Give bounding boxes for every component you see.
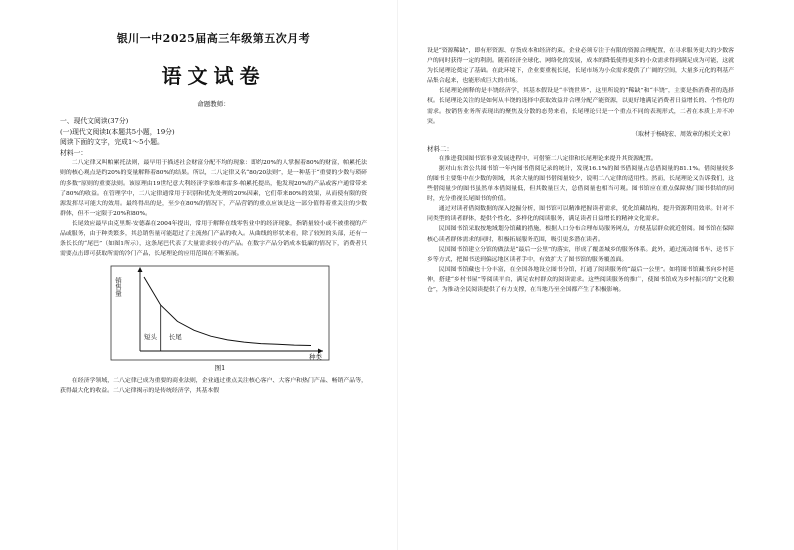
paragraph: 在推进我国图书馆事业发展进程中，可借鉴二八定律和长尾理论来提升其资源配置。: [438, 155, 657, 162]
long-tail-chart: [110, 265, 330, 361]
exam-title: 语文试卷: [161, 64, 266, 88]
setter-line: 命题教师：: [197, 100, 230, 108]
paragraph: 长尾理论阐释的是丰饶经济学，其基本假设是“丰饶世界”，这里所说的“稀缺”和“丰饶”，主要是指消费者的选择权。长尾理论关注的是如何从丰饶的选择中获取效益并合理分配产能资源，以更好地满足消费者日益增长的、个性化的需求。按销售业务所表现出的聚焦及分散的态势来看，长尾理论只是一个重点不同的表现形式，二者在本质上并不冲突。: [427, 88, 734, 125]
chart-svg: [110, 265, 330, 361]
paragraph: 通过对读者借阅数据的深入挖掘分析，图书馆可以精准把握读者需求，优化馆藏结构，提升资源利用效率。针对不同类型的读者群体，提供个性化、多样化的阅读服务，满足读者日益增长的精神文化需求。: [427, 206, 734, 223]
y-axis-label: 销售量: [114, 277, 122, 297]
chart-caption: 图1: [214, 364, 226, 373]
paragraph: 长尾效应最早由克里斯·安德森在2004年提出，常用于解释在线零售业中的经济现象，指销量较小或不被重视的产品或服务，由于种类繁多，其总销售量可能超过了主流热门产品的收入。从曲线的形状来看，除了较短的头部，还有一条长长的“尾巴”（如图1所示），这条尾巴代表了大量需求较小的产品。在数字产品分销成本低廉的情况下，消费者只需要点击即可获取所需的冷门产品，长尾理论的应用范围在不断拓展。: [60, 220, 367, 258]
material2-label: 材料二：: [427, 144, 453, 153]
instruction: 阅读下面的文字，完成1～5小题。: [60, 138, 164, 147]
paragraph: 在经济学领域，二八定律已成为重要的商业法则，企业通过重点关注核心客户、大客户和热门产品、畅销产品等，获得最大化的收益。二八定律揭示的是传统经济学，其基本假: [60, 378, 367, 395]
material1-continuation: [427, 46, 734, 127]
region-label-head: 短头: [144, 333, 157, 342]
paragraph: 据对山东省公共图书馆一年内图书借阅记录的统计，发现16.1%的图书借阅量占总借阅量的81.1%。借阅量较多的图书主要集中在少数的领域，其余大量的图书借阅量较少，说明二八定律的适用性。然而，长尾理论又告诉我们，这些借阅量少的图书虽然单本借阅量低，但其数量巨大，总借阅量也相当可观。图书馆应在重点保障热门图书供给的同时，充分重视长尾图书的价值。: [427, 165, 734, 203]
paragraph: 民国图书馆藏也十分丰富，在全国各地设立图书分馆，打通了阅读服务的“最后一公里”。如将图书馆藏书向乡村延伸，搭建“乡村书屋”等阅读平台，满足农村群众的阅读需求。这些阅读服务的推广，使图书馆成为乡村振兴的“文化粮仓”，为推动全民阅读提供了有力支撑，在当地乃至全国都产生了积极影响。: [427, 266, 734, 293]
material1-body: [60, 158, 367, 259]
region-label-tail: 长尾: [168, 333, 182, 342]
paragraph: 民国图书馆建立分馆的做法是“最后一公里”的落实，形成了覆盖城乡的服务体系。此外，通过流动图书车、送书下乡等方式，把图书送到偏远地区读者手中，有效扩大了图书馆的服务覆盖面。: [427, 246, 734, 263]
right-page: [397, 0, 794, 550]
material1-body-cont: [60, 376, 367, 396]
paragraph: 设是“资源稀缺”，即有形资源、存货成本和经济约束。企业必须专注于有限的资源合理配置，在寻求服务更大的少数客户的同时获得一定的利润。随着经济全球化、网络化的发展，成本的降低使得更多的小众需求得到满足成为可能，这就为长尾理论奠定了基础。在此环境下，企业要重视长尾，长尾市场为小众需求提供了广阔的空间，大量多元化的利基产品集合起来，也能形成巨大的市场。: [427, 48, 734, 85]
chart-frame: [111, 266, 329, 360]
y-axis-arrow: [138, 267, 143, 272]
material1-label: 材料一：: [60, 148, 88, 157]
section-heading: 一、现代文阅读(37分): [60, 117, 129, 125]
school-line: 银川一中2025届高三年级第五次月考: [116, 32, 311, 45]
material2-body: [427, 154, 734, 295]
paragraph: 民国图书馆采取按地域划分馆藏的措施，根据人口分布合理布局服务网点，方便基层群众就近借阅。图书馆在保障核心读者群体需求的同时，积极拓展服务范围，吸引更多潜在读者。: [427, 226, 734, 243]
sub-heading: (一)现代文阅读Ⅰ(本题共5小题，19分): [60, 127, 175, 136]
x-axis-label: 种类: [309, 353, 322, 362]
paragraph: 二八定律又叫帕累托法则，最早用于描述社会财富分配不均的现象：即约20%的人掌握着80%的财富，帕累托法则的核心观点是约20%的变量解释着80%的结果。所以，二八定律又名“80/20法则”，是一种基于“重要的少数与琐碎的多数”原则的重要法则。该原理由19世纪意大利经济学家维弗雷多·帕累托提出，他发现20%的产品或客户通常带来了80%的收益。在管理学中，二八定律通常用于识别和优先处理的20%因素，它们带来80%的效果，从而使有限的资源发挥尽可能大的效用。最终得出的是，至少在80%的情况下，产品营销的重点应该是这一部分值得着重关注的少数群体，但不一定限于20%和80%。: [60, 160, 367, 217]
source-note: （取材于杨晓宏、周效章的相关文章）: [631, 130, 734, 138]
